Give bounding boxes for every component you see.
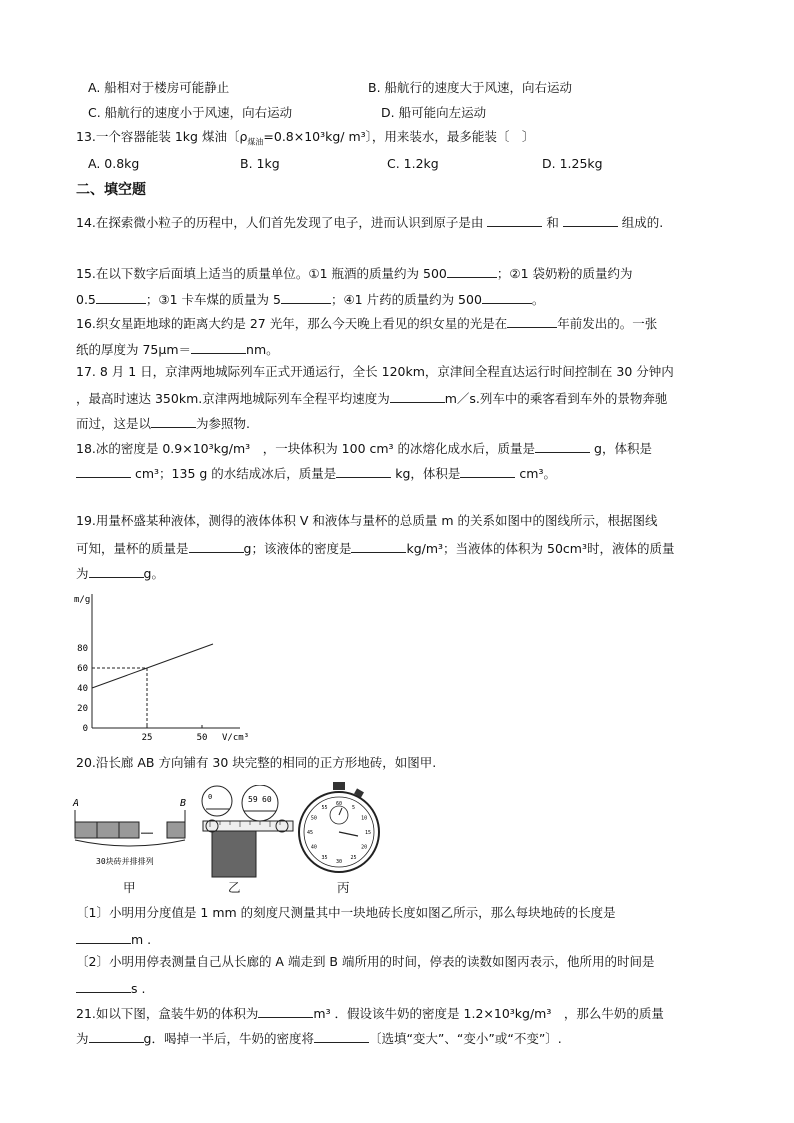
answer-blank[interactable] [351, 538, 406, 553]
y-axis-label: m/g [74, 595, 91, 605]
q12-option-b: B. 船航行的速度大于风速，向右运动 [368, 80, 573, 95]
x-tick-label: 25 [141, 733, 153, 743]
stopwatch-mark: 40 [310, 844, 317, 851]
series-line [92, 644, 213, 688]
ruler-60-label: 60 [262, 795, 272, 804]
y-tick-label: 60 [77, 664, 88, 674]
q20-part1-answer: m . [76, 929, 151, 949]
tile-row-figure [70, 790, 195, 865]
answer-blank[interactable] [281, 289, 331, 304]
stopwatch-mark: 30 [335, 859, 343, 865]
q12-option-c: C. 船航行的速度小于风速，向右运动 [88, 105, 293, 120]
answer-blank[interactable] [76, 463, 131, 478]
q13-option-b: B. 1kg [240, 156, 280, 171]
y-tick-label: 80 [77, 644, 88, 654]
q20-part1: 〔1〕小明用分度值是 1 mm 的刻度尺测量其中一块地砖长度如图乙所示，那么每块地砖的长度是 [76, 905, 616, 920]
q20-stem: 20.沿长廊 AB 方向铺有 30 块完整的相同的正方形地砖，如图甲. [76, 755, 437, 770]
answer-blank[interactable] [487, 212, 542, 227]
stopwatch-mark: 15 [364, 830, 372, 836]
answer-blank[interactable] [76, 929, 131, 944]
y-tick-label: 0 [82, 724, 88, 734]
q13-option-c: C. 1.2kg [387, 156, 439, 171]
q15-line1: 15.在以下数字后面填上适当的质量单位。①1 瓶酒的质量约为 500 ；②1 袋奶粉的质量约为 [76, 263, 633, 283]
stopwatch-mark: 45 [306, 830, 314, 836]
answer-blank[interactable] [460, 463, 515, 478]
ruler-figure [200, 785, 295, 880]
x-axis-label: V/cm³ [222, 733, 250, 743]
x-tick-label: 50 [196, 733, 208, 743]
q12-option-a: A. 船相对于楼房可能静止 [88, 80, 230, 95]
point-a-label: A [73, 798, 80, 809]
q13-option-a: A. 0.8kg [88, 156, 140, 171]
answer-blank[interactable] [507, 313, 557, 328]
stopwatch-mark: 25 [350, 855, 357, 862]
y-tick-label: 20 [77, 704, 88, 714]
q19-line2: 可知，量杯的质量是 g；该液体的密度是 kg/m³；当液体的体积为 50cm³时，液体的质量 [76, 538, 674, 558]
stopwatch-mark: 10 [361, 815, 368, 822]
answer-blank[interactable] [191, 339, 246, 354]
stopwatch-mark: 35 [321, 855, 328, 862]
answer-blank[interactable] [89, 563, 144, 578]
q16-line1: 16.织女星距地球的距离大约是 27 光年，那么今天晚上看见的织女星的光是在 年前发出的。一张 [76, 313, 657, 333]
answer-blank[interactable] [76, 978, 131, 993]
q17-line3: 而过，这是以 为参照物. [76, 413, 250, 433]
q13-option-d: D. 1.25kg [542, 156, 603, 171]
q16-line2: 纸的厚度为 75μm＝ nm。 [76, 339, 279, 359]
answer-blank[interactable] [314, 1028, 369, 1043]
point-b-label: B [180, 798, 187, 809]
mass-volume-chart [70, 588, 270, 748]
stopwatch-mark: 5 [351, 804, 356, 811]
label-bing: 丙 [337, 880, 350, 895]
svg-text:……: …… [141, 826, 154, 837]
answer-blank[interactable] [482, 289, 532, 304]
label-yi: 乙 [228, 880, 241, 895]
q13-stem: 13.一个容器能装 1kg 煤油〔$\rho_{煤油}=0.8\times 10^3kg/$ m³〕，用来装水，最多能装〔 〕 [76, 129, 535, 147]
answer-blank[interactable] [151, 413, 196, 428]
q20-part2-answer: s . [76, 978, 145, 998]
q12-option-d: D. 船可能向左运动 [381, 105, 487, 120]
ruler-59-label: 59 [248, 795, 258, 804]
q17-line2: ，最高时速达 350km.京津两地城际列车全程平均速度为 m／s.列车中的乘客看到车外的景物奔驰 [76, 388, 667, 408]
answer-blank[interactable] [336, 463, 391, 478]
answer-blank[interactable] [89, 1028, 144, 1043]
stopwatch-mark: 50 [310, 815, 317, 822]
section-title: 二、填空题 [76, 182, 146, 198]
q15-line2: 0.5 ；③1 卡车煤的质量为 5 ；④1 片药的质量约为 500 。 [76, 289, 544, 309]
stopwatch-mark: 55 [321, 804, 328, 811]
q20-part2: 〔2〕小明用停表测量自己从长廊的 A 端走到 B 端所用的时间，停表的读数如图丙表示，他所用的时间是 [76, 954, 655, 969]
q19-line3: 为 g。 [76, 563, 164, 583]
stopwatch-icon [295, 780, 385, 880]
ruler-zero-label: 0 [208, 793, 213, 801]
q18-line2: cm³；135 g 的水结成冰后，质量是 kg，体积是 cm³。 [76, 463, 556, 483]
q18-line1: 18.冰的密度是 0.9×10³kg/m³ ，一块体积为 100 cm³ 的冰熔化成水后，质量是 g，体积是 [76, 438, 652, 458]
answer-blank[interactable] [563, 212, 618, 227]
answer-blank[interactable] [390, 388, 445, 403]
stopwatch-mark: 60 [335, 801, 343, 807]
q14: 14.在探索微小粒子的历程中，人们首先发现了电子，进而认识到原子是由 和 组成的. [76, 212, 663, 232]
label-jia: 甲 [123, 880, 136, 895]
q19-line1: 19.用量杯盛某种液体，测得的液体体积 V 和液体与量杯的总质量 m 的关系如图中的图线所示，根据图线 [76, 513, 658, 528]
answer-blank[interactable] [258, 1003, 313, 1018]
q21-line1: 21.如以下图，盒装牛奶的体积为 m³ ．假设该牛奶的密度是 1.2×10³kg/m³ ，那么牛奶的质量 [76, 1003, 664, 1023]
answer-blank[interactable] [96, 289, 146, 304]
stopwatch-mark: 20 [361, 844, 368, 851]
tile-caption: 30块砖并排排列 [96, 857, 154, 865]
answer-blank[interactable] [447, 263, 497, 278]
q17-line1: 17. 8 月 1 日，京津两地城际列车正式开通运行，全长 120km，京津间全程直达运行时间控制在 30 分钟内 [76, 364, 674, 379]
q21-line2: 为 g．喝掉一半后，牛奶的密度将 〔选填“变大”、“变小”或“不变”〕. [76, 1028, 562, 1048]
answer-blank[interactable] [535, 438, 590, 453]
y-tick-label: 40 [77, 684, 88, 694]
answer-blank[interactable] [189, 538, 244, 553]
